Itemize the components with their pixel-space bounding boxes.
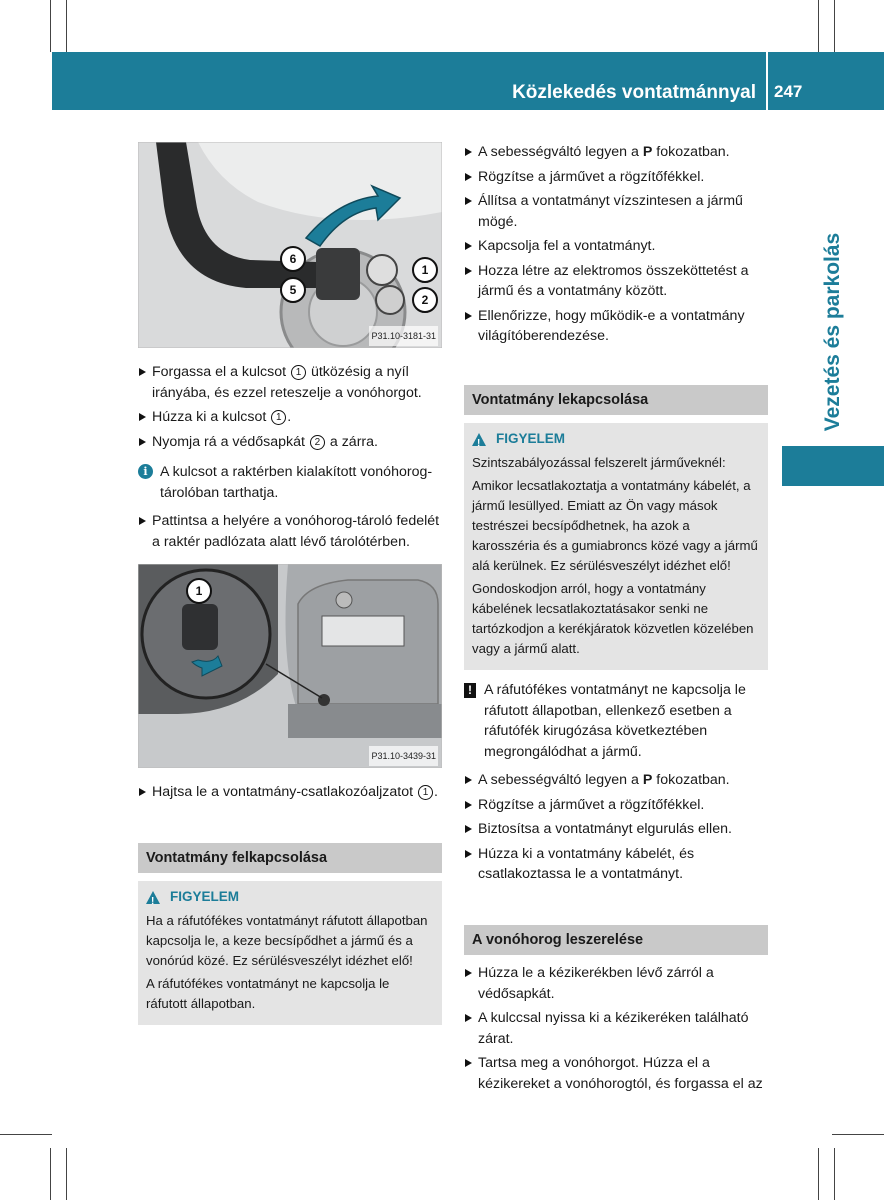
crop-mark [0,1134,52,1135]
crop-mark [66,0,67,52]
callout-6: 6 [280,246,306,272]
towbar-illustration [138,142,442,348]
chapter-tab-label: Vezetés és parkolás [821,232,844,432]
ref-number: 1 [271,410,286,425]
callout-1: 1 [186,578,212,604]
page-title: Közlekedés vontatmánnyal [512,82,756,103]
figure-code: P31.10-3181-31 [369,326,438,347]
callout-1: 1 [412,257,438,283]
step-level-trailer: Állítsa a vontatmányt vízszintesen a jármű mögé. [464,191,768,232]
figure-trailer-socket [138,564,442,768]
ref-number: 1 [418,785,433,800]
crop-mark [50,0,51,52]
figure-towbar-key [138,142,442,348]
step-secure-trailer: Biztosítsa a vontatmányt elgurulás ellen. [464,819,768,840]
chapter-tab-marker [782,446,884,486]
chapter-tab [782,222,884,442]
crop-mark [834,1148,835,1200]
step-fold-socket: Hajtsa le a vontatmány-csatlakozóaljzatot 1 . [138,782,442,803]
crop-mark [66,1148,67,1200]
step-remove-cap: Húzza le a kézikerékben lévő zárról a védősapkát. [464,963,768,1004]
crop-mark [832,1134,884,1135]
notice-note: ! A ráfutófékes vontatmányt ne kapcsolja le ráfutott állapotban, ellenkező esetben a ráfutófék kirugózása következtében megrongálódhat a jármű. [464,680,768,762]
section-heading: Vontatmány lekapcsolása [464,385,768,416]
warning-text: Amikor lecsatlakoztatja a vontatmány kábelét, a jármű lesüllyed. Emiatt az Ön vagy mások testrészei becsípődhetnek, ha azok a karosszéria és a gumiabroncs közé vagy a jármű alá kerülnek. Ez sérülésveszélyt idézhet elő! [472,478,758,573]
page-number: 247 [774,82,803,101]
warning-heading: ! FIGYELEM [146,887,434,907]
trailer-socket-illustration [138,564,442,768]
section-heading: A vonóhorog leszerelése [464,925,768,956]
section-heading: Vontatmány felkapcsolása [138,843,442,874]
figure-code: P31.10-3439-31 [369,746,438,767]
warning-triangle-icon [472,433,486,446]
callout-2: 2 [412,287,438,313]
step-turn-key: Forgassa el a kulcsot 1 ütközésig a nyíl irányába, és ezzel reteszelje a vonóhorgot. [138,362,442,403]
step-snap-cover: Pattintsa a helyére a vonóhorog-tároló fedelét a raktér padlózata alatt lévő tárolótérben. [138,511,442,552]
warning-text: A ráfutófékes vontatmányt ne kapcsolja le ráfutott állapotban. [146,976,390,1011]
step-electric-connection: Hozza létre az elektromos összeköttetést a jármű és a vontatmány között. [464,261,768,302]
crop-mark [834,0,835,52]
header-divider [766,52,768,110]
step-gear-p: A sebességváltó legyen a P fokozatban. [464,770,768,791]
step-remove-key: Húzza ki a kulcsot 1 . [138,407,442,428]
warning-text: Ha a ráfutófékes vontatmányt ráfutott állapotban kapcsolja le, a keze becsípődhet a jármű és a vonórúd közé. Ez sérülésveszélyt idézhet elő! [146,913,428,968]
warning-text: Szintszabályozással felszerelt járműveknél: [472,455,726,470]
warning-box [464,423,768,670]
crop-mark [818,0,819,52]
crop-mark [50,1148,51,1200]
warning-triangle-icon [146,891,160,904]
step-unlock: A kulccsal nyissa ki a kézikeréken található zárat. [464,1008,768,1049]
warning-text: Gondoskodjon arról, hogy a vontatmány kábelének lecsatlakoztatásakor senki ne tartózkodjon a kerékjáratok közvetlen közelében vagy a jármű alatt. [472,581,754,656]
step-gear-p: A sebességváltó legyen a P fokozatban. [464,142,768,163]
callout-5: 5 [280,277,306,303]
exclamation-icon: ! [464,683,476,698]
warning-box [138,881,442,1025]
info-icon: i [138,464,153,479]
ref-number: 2 [310,435,325,450]
page-header [52,52,884,110]
step-press-cap: Nyomja rá a védősapkát 2 a zárra. [138,432,442,453]
step-parking-brake: Rögzítse a járművet a rögzítőfékkel. [464,795,768,816]
warning-heading: ! FIGYELEM [472,429,760,449]
step-couple-trailer: Kapcsolja fel a vontatmányt. [464,236,768,257]
left-column [138,142,442,1025]
step-parking-brake: Rögzítse a járművet a rögzítőfékkel. [464,167,768,188]
step-disconnect-trailer: Húzza ki a vontatmány kábelét, és csatlakoztassa le a vontatmányt. [464,844,768,885]
right-column [464,142,768,1098]
crop-mark [818,1148,819,1200]
step-hold-towbar: Tartsa meg a vonóhorgot. Húzza el a kézikereket a vonóhorogtól, és forgassa el az [464,1053,768,1094]
info-note: i A kulcsot a raktérben kialakított vonóhorog-tárolóban tarthatja. [138,462,442,503]
step-check-lights: Ellenőrizze, hogy működik-e a vontatmány világítóberendezése. [464,306,768,347]
ref-number: 1 [291,365,306,380]
